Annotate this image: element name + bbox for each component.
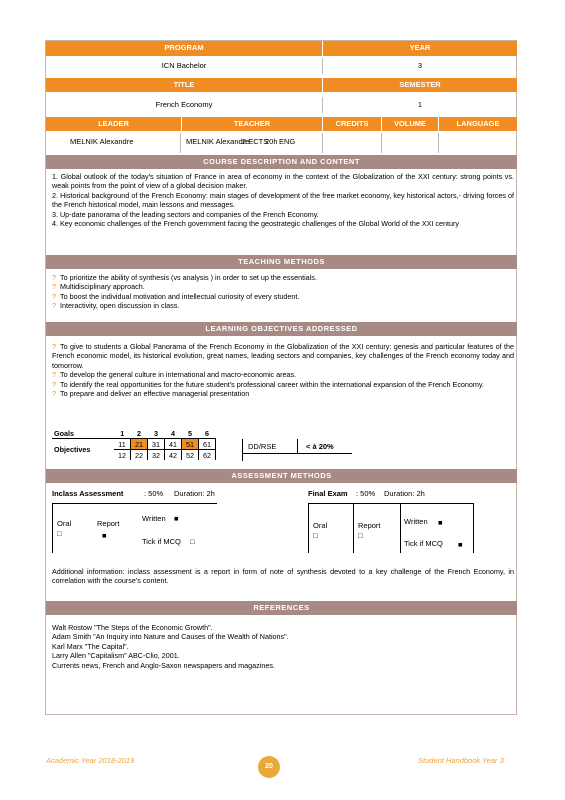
bullet-icon: ? <box>52 282 56 292</box>
report-checkbox[interactable]: ■ <box>102 531 107 540</box>
final-title: Final Exam <box>308 489 348 498</box>
ddrse-value: < à 20% <box>306 442 334 451</box>
teacher-value: MELNIK Alexandre <box>186 137 250 146</box>
course-line: 1. Global outlook of the today's situation of France in area of economy in the context of the Globalization of the XXI century: strong points vs. weak points from the point of view of a global decision maker. <box>52 172 514 191</box>
goal-number: 1 <box>120 428 125 438</box>
footer-left: Academic Year 2018-2019 <box>46 756 135 765</box>
course-line: 4. Key economic challenges of the French government facing the geostrategic challenges of the Global World of the XXI century <box>52 219 459 229</box>
oral-checkbox[interactable]: □ <box>313 531 318 540</box>
list-item: Currents news, French and Anglo-Saxon newspapers and magazines. <box>52 660 275 670</box>
report-checkbox[interactable]: □ <box>358 531 363 540</box>
list-item: ? To boost the individual motivation and intellectual curiosity of every student. <box>52 291 300 301</box>
references-heading: REFERENCES <box>46 601 517 615</box>
leader-value: MELNIK Alexandre <box>70 137 134 146</box>
semester-label: SEMESTER <box>323 78 517 92</box>
list-item: ? To prioritize the ability of synthesis (vs analysis ) in order to set up the essentials. <box>52 273 317 282</box>
leader-label: LEADER <box>46 117 181 131</box>
objective-cell: 22 <box>131 450 148 461</box>
objective-cell: 42 <box>165 450 182 461</box>
language-label: LANGUAGE <box>439 117 517 131</box>
oral-option: Oral <box>313 521 328 530</box>
bullet-icon: ? <box>52 379 56 389</box>
bullet-icon: ? <box>52 389 56 399</box>
course-content <box>52 172 514 228</box>
objectives-label: Objectives <box>54 445 91 454</box>
divider <box>400 503 401 553</box>
ddrse-label: DD/RSE <box>248 442 277 451</box>
divider <box>297 439 298 453</box>
assessment-heading: ASSESSMENT METHODS <box>46 469 517 483</box>
objective-cell-selected: 51 <box>182 439 199 450</box>
objective-cell: 32 <box>148 450 165 461</box>
objective-cell: 31 <box>148 439 165 450</box>
report-option: Report <box>97 519 120 528</box>
mcq-checkbox[interactable]: □ <box>190 537 195 546</box>
mcq-checkbox[interactable]: ■ <box>458 540 463 549</box>
additional-info: Additional information: inclass assessment is a report in form of note of synthesis devoted to a key challenge of the French Economy, in correlation with the course's content. <box>52 567 514 586</box>
divider <box>322 133 323 153</box>
final-assessment <box>308 489 513 569</box>
objective-cell: 52 <box>182 450 199 461</box>
divider <box>52 503 53 553</box>
teaching-list <box>52 273 514 311</box>
bullet-icon: ? <box>52 291 56 301</box>
references-list <box>52 623 514 670</box>
objective-cell: 61 <box>199 439 216 450</box>
year-label: YEAR <box>323 41 517 56</box>
volume-value: 20h <box>265 137 278 146</box>
objectives-heading: LEARNING OBJECTIVES ADDRESSED <box>46 322 517 336</box>
inclass-weight: : 50% <box>144 489 164 498</box>
title-value: French Economy <box>46 97 323 113</box>
bullet-icon: ? <box>52 301 56 311</box>
goal-number: 4 <box>171 428 175 438</box>
divider <box>353 503 354 553</box>
oral-option: Oral <box>57 519 72 528</box>
divider <box>242 453 352 454</box>
written-option: Written <box>404 517 428 526</box>
objective-cell: 12 <box>114 450 131 461</box>
written-option: Written <box>142 514 166 523</box>
list-item: Walt Rostow "The Steps of the Economic Growth". <box>52 623 213 632</box>
goal-number: 5 <box>188 428 192 438</box>
bullet-icon: ? <box>52 370 56 380</box>
list-item: ? To prepare and deliver an effective managerial presentation <box>52 389 250 399</box>
goals-table <box>52 428 216 460</box>
divider <box>308 503 309 553</box>
program-value: ICN Bachelor <box>46 58 323 74</box>
credits-value: 2 ECTS <box>242 137 269 146</box>
program-label: PROGRAM <box>46 41 322 56</box>
goal-number: 3 <box>154 428 158 438</box>
list-item: Adam Smith "An Inquiry into Nature and Causes of the Wealth of Nations". <box>52 632 289 642</box>
goal-number: 6 <box>205 428 209 438</box>
goal-number: 2 <box>137 428 141 438</box>
teaching-heading: TEACHING METHODS <box>46 255 517 269</box>
divider <box>52 503 217 504</box>
inclass-assessment <box>52 489 272 569</box>
language-value: ENG <box>279 137 296 146</box>
footer-right: Student Handbook Year 3 <box>418 756 504 765</box>
objective-cell: 62 <box>199 450 216 461</box>
inclass-title: Inclass Assessment <box>52 489 124 498</box>
title-label: TITLE <box>46 78 322 92</box>
final-duration: Duration: 2h <box>384 489 425 498</box>
goals-label: Goals <box>54 428 74 438</box>
objective-cell-selected: 21 <box>131 439 148 450</box>
mcq-option: Tick if MCQ <box>404 539 443 548</box>
divider <box>242 439 243 461</box>
leader-row <box>46 133 517 153</box>
list-item: ? To give to students a Global Panorama of the French Economy in the Globalization of the XXI century: genesis and particular features of the French economic model, its historical evolution, great names, leading sectors and companies, key challenges of the French economy today and tomorrow. <box>52 342 514 370</box>
list-item: ? To identify the real opportunities for the future student's professional career within the international expansion of the French Economy. <box>52 379 484 389</box>
report-option: Report <box>358 521 381 530</box>
objective-cell: 41 <box>165 439 182 450</box>
written-checkbox[interactable]: ■ <box>438 518 443 527</box>
final-weight: : 50% <box>356 489 376 498</box>
inclass-duration: Duration: 2h <box>174 489 215 498</box>
page-number: 20 <box>258 756 280 778</box>
semester-value: 1 <box>417 100 423 109</box>
bullet-icon: ? <box>52 273 56 282</box>
written-checkbox[interactable]: ■ <box>174 514 179 523</box>
mcq-option: Tick if MCQ <box>142 537 181 546</box>
list-item: ? Interactivity, open discussion in class. <box>52 301 180 311</box>
course-line: 3. Up-date panorama of the leading sectors and companies of the French Economy. <box>52 209 319 219</box>
volume-label: VOLUME <box>382 117 438 131</box>
credits-label: CREDITS <box>323 117 381 131</box>
bullet-icon: ? <box>52 342 56 351</box>
list-item: Karl Marx "The Capital". <box>52 641 129 651</box>
divider <box>381 133 382 153</box>
course-sheet <box>45 40 517 715</box>
objectives-list <box>52 342 514 398</box>
teacher-label: TEACHER <box>182 117 322 131</box>
list-item: ? To develop the general culture in international and macro-economic areas. <box>52 370 297 380</box>
list-item: Larry Allen "Capitalism" ABC-Clio, 2001. <box>52 651 180 661</box>
objective-cell: 11 <box>114 439 131 450</box>
course-heading: COURSE DESCRIPTION AND CONTENT <box>46 155 517 169</box>
divider <box>180 133 181 153</box>
divider <box>308 503 473 504</box>
oral-checkbox[interactable]: □ <box>57 529 62 538</box>
divider <box>438 133 439 153</box>
divider <box>473 503 474 553</box>
course-line: 2. Historical background of the French Economy: main stages of development of the free market economy, key historical actors,- driving forces of the French historical model, main lessons and messages. <box>52 190 514 210</box>
list-item: ? Multidisciplinary approach. <box>52 282 145 292</box>
year-value: 3 <box>417 61 423 70</box>
